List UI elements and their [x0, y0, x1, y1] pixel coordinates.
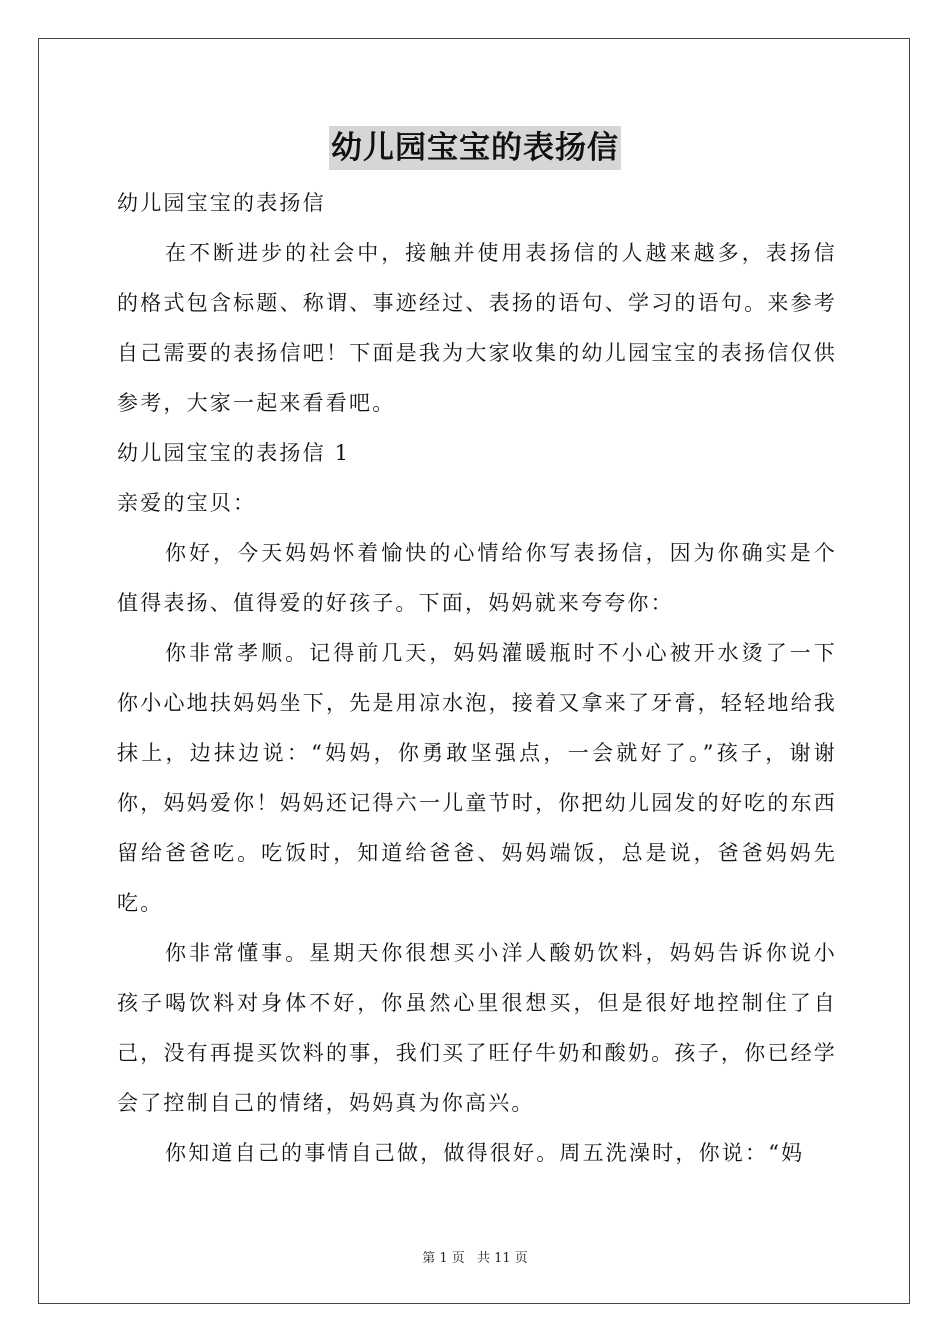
paragraph-sensible: 你非常懂事。星期天你很想买小洋人酸奶饮料，妈妈告诉你说小孩子喝饮料对身体不好，你虽然心里很想买，但是很好地控制住了自己，没有再提买饮料的事，我们买了旺仔牛奶和酸奶。孩子，你已经学会了控制自己的情绪，妈妈真为你高兴。	[117, 941, 837, 1115]
document-title: 幼儿园宝宝的表扬信	[329, 126, 621, 170]
paragraph-letter-heading: 幼儿园宝宝的表扬信 1	[117, 441, 351, 465]
document-body	[117, 178, 837, 1178]
paragraph-salutation: 亲爱的宝贝：	[117, 491, 257, 515]
paragraph-filial: 你非常孝顺。记得前几天，妈妈灌暖瓶时不小心被开水烫了一下你小心地扶妈妈坐下，先是用凉水泡，接着又拿来了牙膏，轻轻地给我抹上，边抹边说：“妈妈，你勇敢坚强点，一会就好了。”孩子，谢谢你，妈妈爱你！妈妈还记得六一儿童节时，你把幼儿园发的好吃的东西留给爸爸吃。吃饭时，知道给爸爸、妈妈端饭，总是说，爸爸妈妈先吃。	[117, 641, 837, 915]
page-footer	[0, 1247, 950, 1266]
page-total: 共 11 页	[476, 1251, 528, 1266]
paragraph-greeting: 你好，今天妈妈怀着愉快的心情给你写表扬信，因为你确实是个值得表扬、值得爱的好孩子。下面，妈妈就来夸夸你：	[117, 541, 837, 615]
page-number: 第 1 页	[422, 1251, 465, 1266]
paragraph-intro: 在不断进步的社会中，接触并使用表扬信的人越来越多，表扬信的格式包含标题、称谓、事迹经过、表扬的语句、学习的语句。来参考自己需要的表扬信吧！下面是我为大家收集的幼儿园宝宝的表扬信仅供参考，大家一起来看看吧。	[117, 241, 837, 415]
paragraph-independent: 你知道自己的事情自己做，做得很好。周五洗澡时，你说：“妈	[165, 1141, 805, 1165]
title-wrap	[0, 126, 950, 170]
paragraph-subtitle: 幼儿园宝宝的表扬信	[117, 191, 326, 215]
